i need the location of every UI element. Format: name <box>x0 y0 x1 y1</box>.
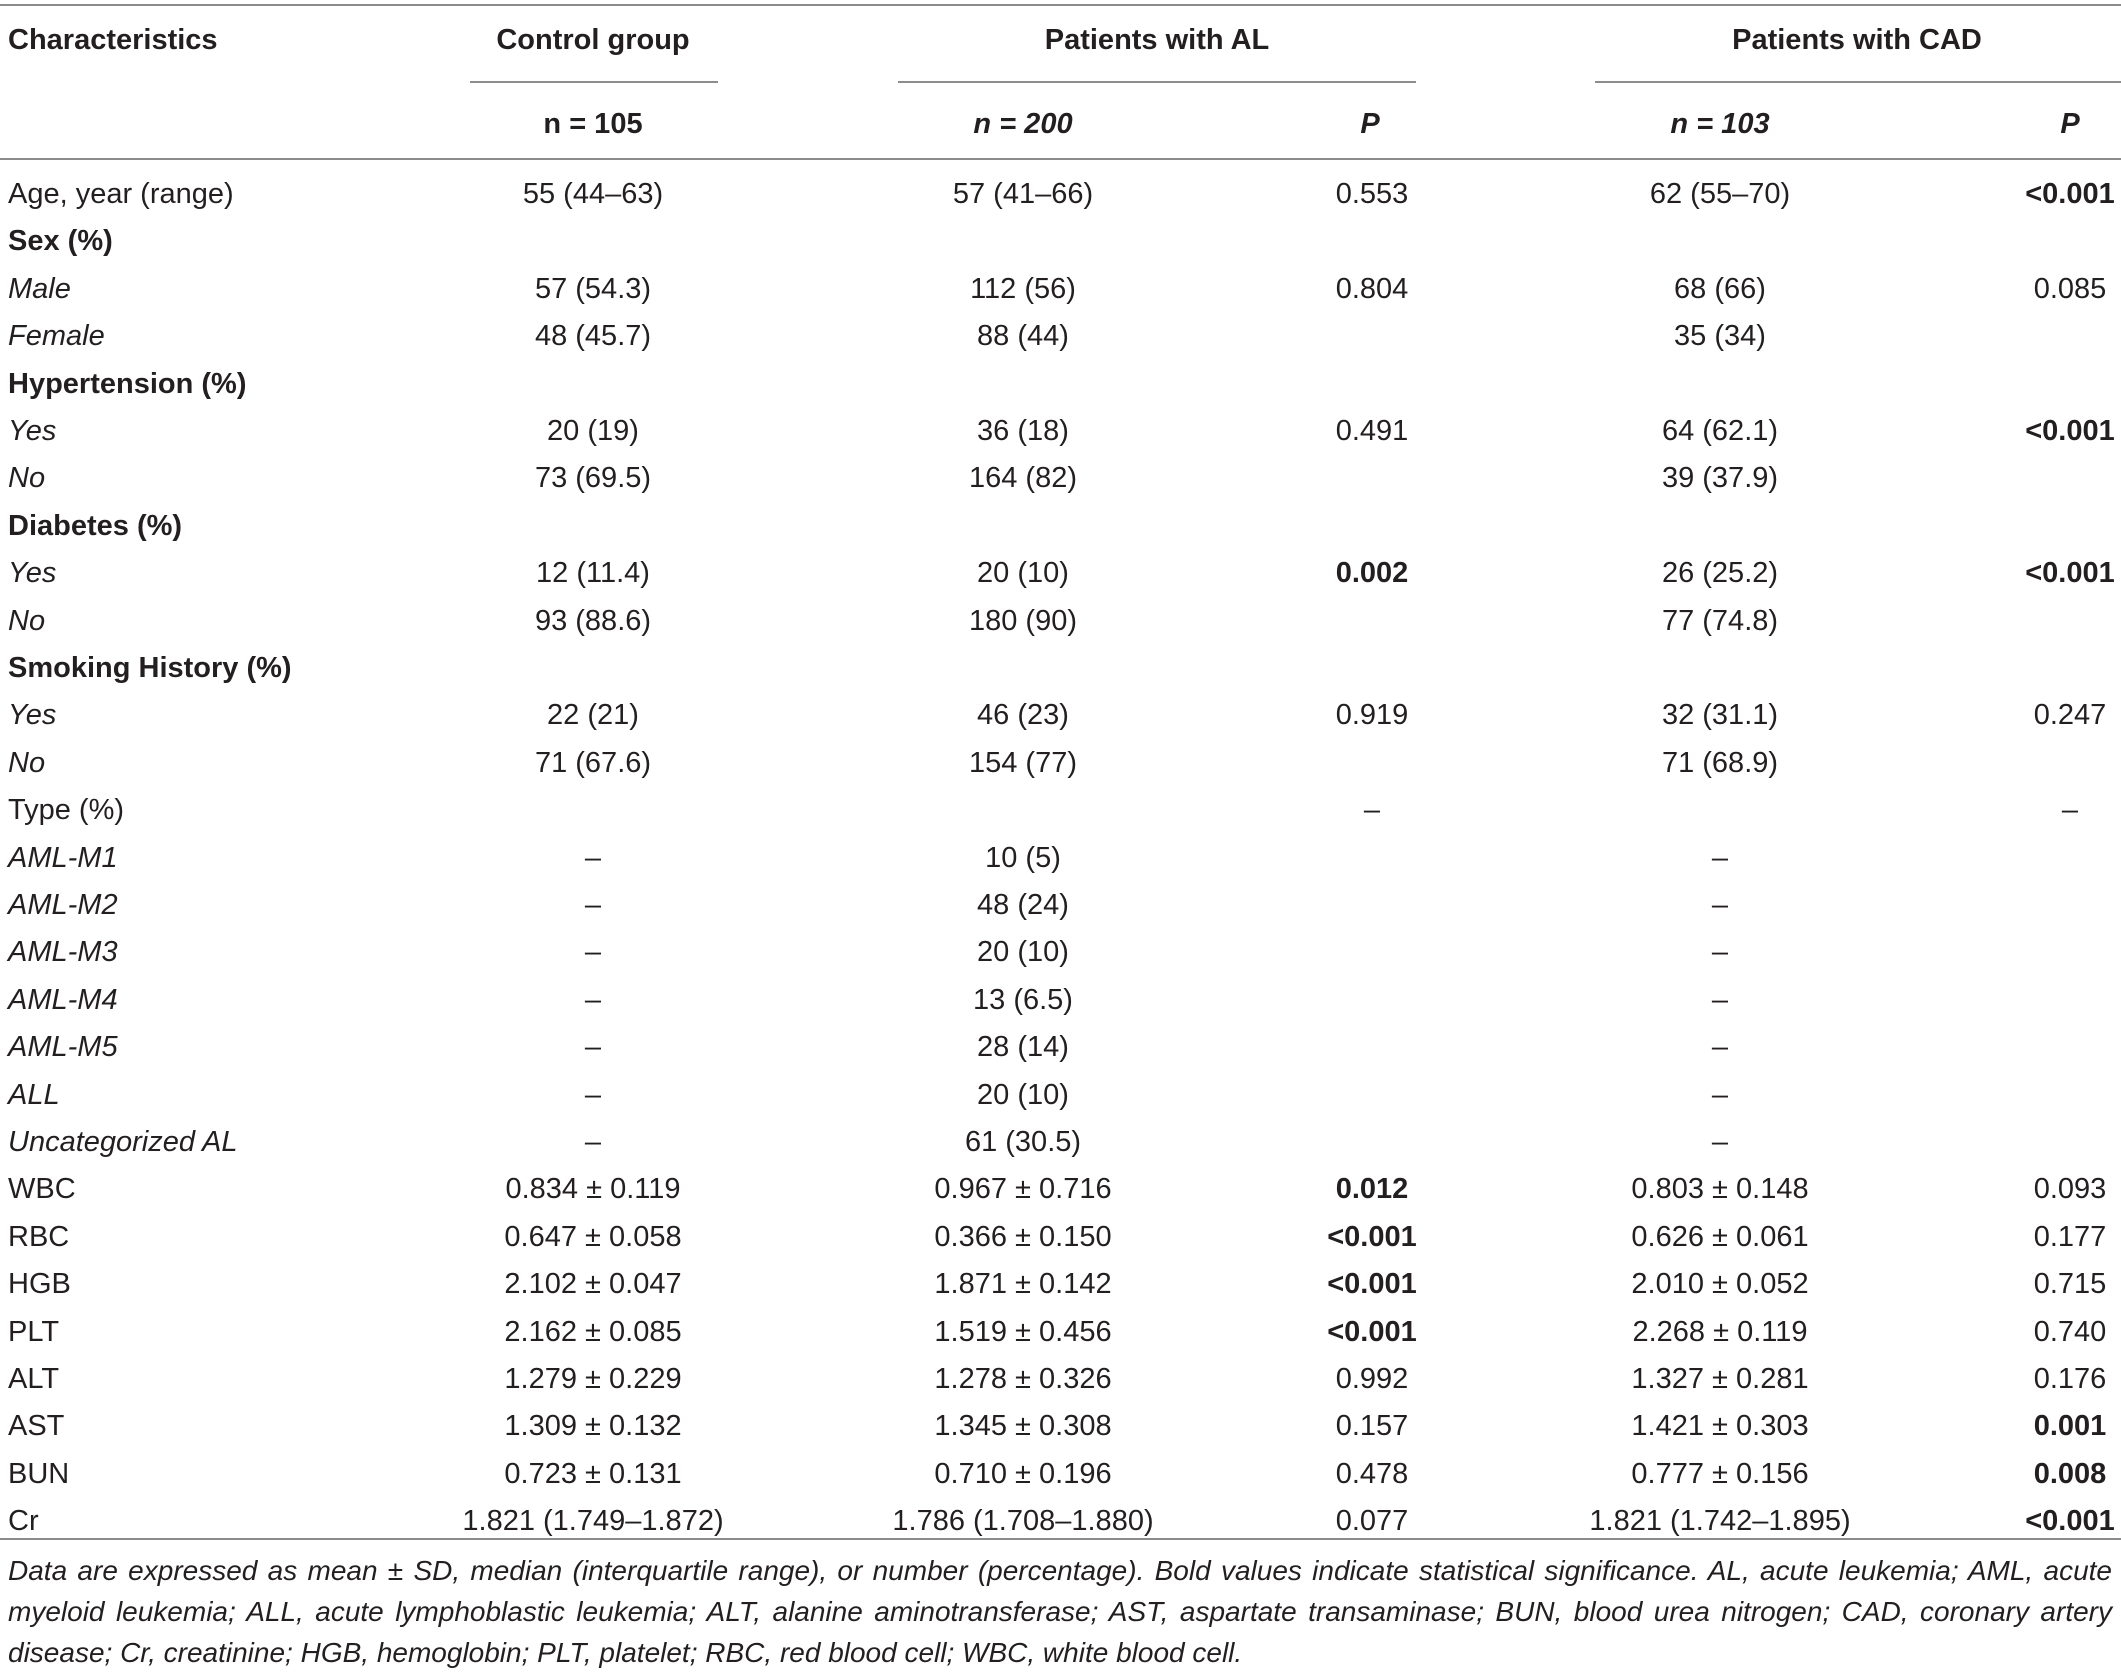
row-label: HGB <box>8 1268 71 1300</box>
row-label: Male <box>8 273 71 305</box>
cell-cad: 1.821 (1.742–1.895) <box>1589 1505 1851 1537</box>
row-label: Sex (%) <box>8 225 113 257</box>
cell-control: 71 (67.6) <box>534 747 652 779</box>
cell-control: 0.723 ± 0.131 <box>504 1458 682 1490</box>
cell-al: 61 (30.5) <box>964 1126 1082 1158</box>
row-label: BUN <box>8 1458 70 1490</box>
cell-control: – <box>584 936 602 968</box>
row-label: Yes <box>8 699 57 731</box>
header-n-al: n = 200 <box>973 108 1073 140</box>
row-label: AML-M4 <box>8 984 118 1016</box>
cell-cad: – <box>1711 889 1729 921</box>
cell-al: 20 (10) <box>977 1079 1069 1111</box>
cell-cad: 26 (25.2) <box>1661 557 1779 589</box>
row-label: Hypertension (%) <box>8 368 247 400</box>
cell-p-cad: 0.740 <box>2033 1316 2107 1348</box>
cell-control: – <box>584 889 602 921</box>
cell-al: 1.786 (1.708–1.880) <box>892 1505 1154 1537</box>
cell-al: 1.345 ± 0.308 <box>934 1410 1112 1442</box>
patients-cad-underline <box>1595 81 2121 83</box>
cell-al: 1.519 ± 0.456 <box>934 1316 1112 1348</box>
cell-p-al: <0.001 <box>1327 1268 1417 1300</box>
cell-p-cad: <0.001 <box>2025 178 2115 210</box>
cell-p-al: 0.553 <box>1335 178 1409 210</box>
cell-cad: 35 (34) <box>1674 320 1766 352</box>
table-footnote: Data are expressed as mean ± SD, median (interquartile range), or number (percentage). Bold values indicate statistical significance. AL, acute leukemia; AML, acute myeloid leukemia; ALL, acute lymphoblastic leukemia; ALT, alanine aminotransferase; AST, aspartate transaminase; BUN, blood urea nitrogen; CAD, coronary artery disease; Cr, creatinine; HGB, hemoglobin; PLT, platelet; RBC, red blood cell; WBC, white blood cell. <box>8 1555 2112 1668</box>
cell-p-al: 0.919 <box>1335 699 1409 731</box>
cell-control: 1.279 ± 0.229 <box>504 1363 682 1395</box>
row-label: Uncategorized AL <box>8 1126 238 1158</box>
row-label: No <box>8 605 46 637</box>
cell-control: 93 (88.6) <box>534 605 652 637</box>
cell-cad: 68 (66) <box>1674 273 1766 305</box>
cell-al: 10 (5) <box>985 842 1061 874</box>
cell-al: 164 (82) <box>968 462 1078 494</box>
cell-control: 2.102 ± 0.047 <box>504 1268 682 1300</box>
row-label: No <box>8 462 46 494</box>
cell-control: 20 (19) <box>547 415 639 447</box>
row-label: AML-M1 <box>8 842 118 874</box>
cell-cad: – <box>1711 842 1729 874</box>
cell-control: 55 (44–63) <box>522 178 664 210</box>
cell-p-cad: <0.001 <box>2025 415 2115 447</box>
cell-cad: 71 (68.9) <box>1661 747 1779 779</box>
cell-al: 180 (90) <box>968 605 1078 637</box>
cell-al: 1.278 ± 0.326 <box>934 1363 1112 1395</box>
cell-cad: 77 (74.8) <box>1661 605 1779 637</box>
cell-p-cad: 0.176 <box>2033 1363 2107 1395</box>
header-patients-cad: Patients with CAD <box>1732 24 1982 56</box>
row-label: WBC <box>8 1173 76 1205</box>
row-label: Female <box>8 320 105 352</box>
cell-control: 22 (21) <box>547 699 639 731</box>
header-control-group: Control group <box>496 24 690 56</box>
cell-control: 1.309 ± 0.132 <box>504 1410 682 1442</box>
cell-al: 46 (23) <box>977 699 1069 731</box>
cell-al: 13 (6.5) <box>973 984 1073 1016</box>
header-p-cad: P <box>2060 108 2080 140</box>
cell-control: 57 (54.3) <box>534 273 652 305</box>
cell-cad: 62 (55–70) <box>1649 178 1791 210</box>
cell-control: 1.821 (1.749–1.872) <box>462 1505 724 1537</box>
cell-cad: 2.010 ± 0.052 <box>1631 1268 1809 1300</box>
cell-control: – <box>584 1031 602 1063</box>
cell-al: 28 (14) <box>977 1031 1069 1063</box>
cell-cad: 1.421 ± 0.303 <box>1631 1410 1809 1442</box>
cell-control: 12 (11.4) <box>536 557 650 589</box>
cell-al: 48 (24) <box>977 889 1069 921</box>
cell-p-al: 0.077 <box>1335 1505 1409 1537</box>
cell-control: 0.834 ± 0.119 <box>505 1173 681 1205</box>
cell-p-al: 0.491 <box>1335 415 1409 447</box>
row-label: No <box>8 747 46 779</box>
cell-al: 1.871 ± 0.142 <box>934 1268 1112 1300</box>
header-n-control: n = 105 <box>543 108 643 140</box>
cell-p-cad: 0.715 <box>2033 1268 2107 1300</box>
row-label: Yes <box>8 557 57 589</box>
row-label: PLT <box>8 1316 60 1348</box>
cell-cad: – <box>1711 1031 1729 1063</box>
row-label: ALL <box>8 1079 60 1111</box>
cell-al: 20 (10) <box>977 557 1069 589</box>
cell-p-al: <0.001 <box>1327 1316 1417 1348</box>
cell-control: 2.162 ± 0.085 <box>504 1316 682 1348</box>
cell-p-al: 0.012 <box>1335 1173 1409 1205</box>
cell-cad: – <box>1711 984 1729 1016</box>
cell-control: 0.647 ± 0.058 <box>504 1221 682 1253</box>
cell-control: – <box>584 1079 602 1111</box>
row-label: RBC <box>8 1221 70 1253</box>
control-group-underline <box>470 81 718 83</box>
row-label: Yes <box>8 415 57 447</box>
cell-p-cad: 0.085 <box>2033 273 2107 305</box>
cell-al: 112 (56) <box>970 273 1076 305</box>
header-bottom-rule <box>0 158 2121 160</box>
cell-p-al: 0.002 <box>1335 557 1409 589</box>
cell-al: 0.710 ± 0.196 <box>934 1458 1112 1490</box>
row-label: AML-M2 <box>8 889 118 921</box>
cell-al: 0.366 ± 0.150 <box>934 1221 1112 1253</box>
cell-p-al: <0.001 <box>1327 1221 1417 1253</box>
cell-p-cad: 0.177 <box>2033 1221 2107 1253</box>
row-label: Smoking History (%) <box>8 652 292 684</box>
cell-cad: 64 (62.1) <box>1661 415 1779 447</box>
cell-p-cad: 0.008 <box>2033 1458 2107 1490</box>
row-label: Age, year (range) <box>8 178 234 210</box>
row-label: Type (%) <box>8 794 125 826</box>
cell-cad: – <box>1711 1126 1729 1158</box>
patients-al-underline <box>898 81 1416 83</box>
cell-al: 0.967 ± 0.716 <box>934 1173 1112 1205</box>
cell-cad: 0.626 ± 0.061 <box>1631 1221 1809 1253</box>
cell-cad: 0.803 ± 0.148 <box>1631 1173 1809 1205</box>
row-label: AST <box>8 1410 65 1442</box>
header-characteristics: Characteristics <box>8 24 218 56</box>
header-n-cad: n = 103 <box>1670 108 1770 140</box>
table-top-rule <box>0 4 2121 6</box>
cell-al: 20 (10) <box>977 936 1069 968</box>
cell-p-cad: 0.093 <box>2033 1173 2107 1205</box>
cell-cad: 0.777 ± 0.156 <box>1631 1458 1809 1490</box>
cell-cad: – <box>1711 1079 1729 1111</box>
cell-p-al: 0.157 <box>1335 1410 1409 1442</box>
header-p-al: P <box>1360 108 1380 140</box>
cell-cad: 32 (31.1) <box>1661 699 1779 731</box>
row-label: ALT <box>8 1363 60 1395</box>
cell-p-al: 0.804 <box>1335 273 1409 305</box>
cell-p-al: 0.478 <box>1335 1458 1409 1490</box>
cell-control: 73 (69.5) <box>534 462 652 494</box>
cell-p-cad: 0.247 <box>2033 699 2107 731</box>
cell-al: 36 (18) <box>977 415 1069 447</box>
cell-cad: 1.327 ± 0.281 <box>1631 1363 1809 1395</box>
cell-cad: – <box>1711 936 1729 968</box>
cell-control: – <box>584 1126 602 1158</box>
row-label: AML-M5 <box>8 1031 118 1063</box>
cell-control: – <box>584 984 602 1016</box>
row-label: Cr <box>8 1505 39 1537</box>
cell-p-al: 0.992 <box>1335 1363 1409 1395</box>
row-label: AML-M3 <box>8 936 118 968</box>
cell-al: 57 (41–66) <box>952 178 1094 210</box>
cell-control: – <box>584 842 602 874</box>
row-label: Diabetes (%) <box>8 510 183 542</box>
header-patients-al: Patients with AL <box>1044 24 1270 56</box>
cell-cad: 39 (37.9) <box>1661 462 1779 494</box>
cell-p-cad: – <box>2061 794 2079 826</box>
cell-control: 48 (45.7) <box>534 320 652 352</box>
cell-p-al: – <box>1363 794 1381 826</box>
table-bottom-rule <box>0 1538 2121 1540</box>
cell-cad: 2.268 ± 0.119 <box>1632 1316 1808 1348</box>
cell-p-cad: <0.001 <box>2025 1505 2115 1537</box>
cell-p-cad: <0.001 <box>2025 557 2115 589</box>
cell-al: 88 (44) <box>977 320 1069 352</box>
cell-al: 154 (77) <box>968 747 1078 779</box>
cell-p-cad: 0.001 <box>2033 1410 2107 1442</box>
